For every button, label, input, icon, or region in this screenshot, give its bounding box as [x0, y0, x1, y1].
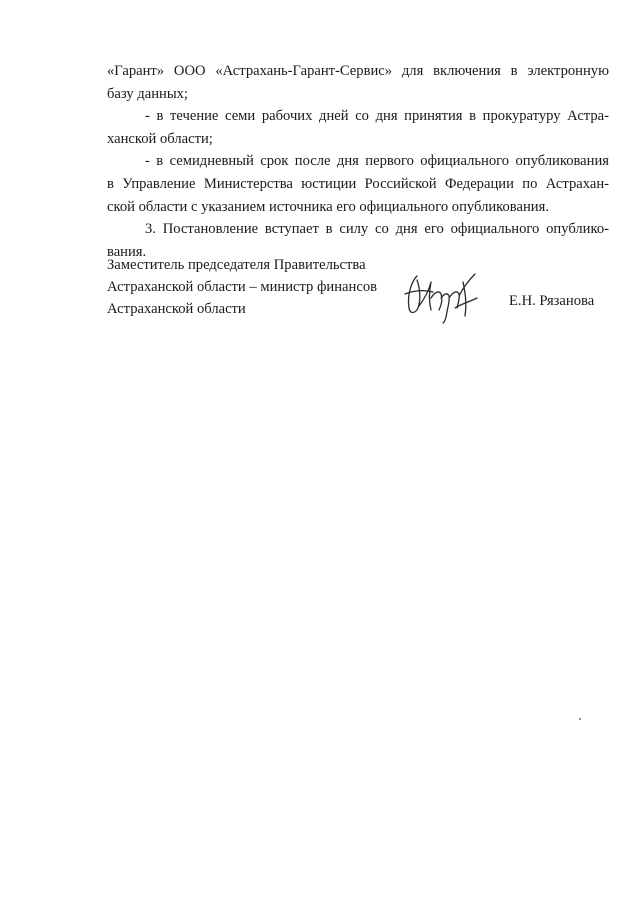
- text-line: вания.: [107, 243, 147, 260]
- scan-artifact: [579, 718, 581, 720]
- signatory-title-line: Заместитель председателя Правительства: [107, 257, 366, 273]
- text-line: ханской области;: [107, 130, 213, 147]
- signatory-title-line: Астраханской области – министр финансов: [107, 279, 378, 295]
- text-line: 3. Постановление вступает в силу со дня его официального опублико-: [145, 221, 609, 238]
- paragraph-garant: [107, 60, 609, 105]
- text-line: в Управление Министерства юстиции Российской Федерации по Астрахан-: [107, 175, 609, 192]
- text-line: «Гарант» ООО «Астрахань-Гарант-Сервис» для включения в электронную: [107, 63, 609, 79]
- text-line: - в семидневный срок после дня первого официального опубликования: [145, 153, 609, 170]
- document-body: [107, 60, 609, 263]
- paragraph-ministry-of-justice: [107, 150, 609, 218]
- text-line: базу данных;: [107, 85, 188, 102]
- text-line: ской области с указанием источника его официального опубликования.: [107, 198, 549, 215]
- handwritten-signature-icon: [403, 268, 483, 324]
- paragraph-prosecutor: [107, 105, 609, 150]
- signatory-name: Е.Н. Рязанова: [509, 293, 595, 309]
- text-line: - в течение семи рабочих дней со дня принятия в прокуратуру Астра-: [145, 108, 609, 125]
- signatory-title: [107, 254, 407, 320]
- signatory-title-line: Астраханской области: [107, 301, 246, 317]
